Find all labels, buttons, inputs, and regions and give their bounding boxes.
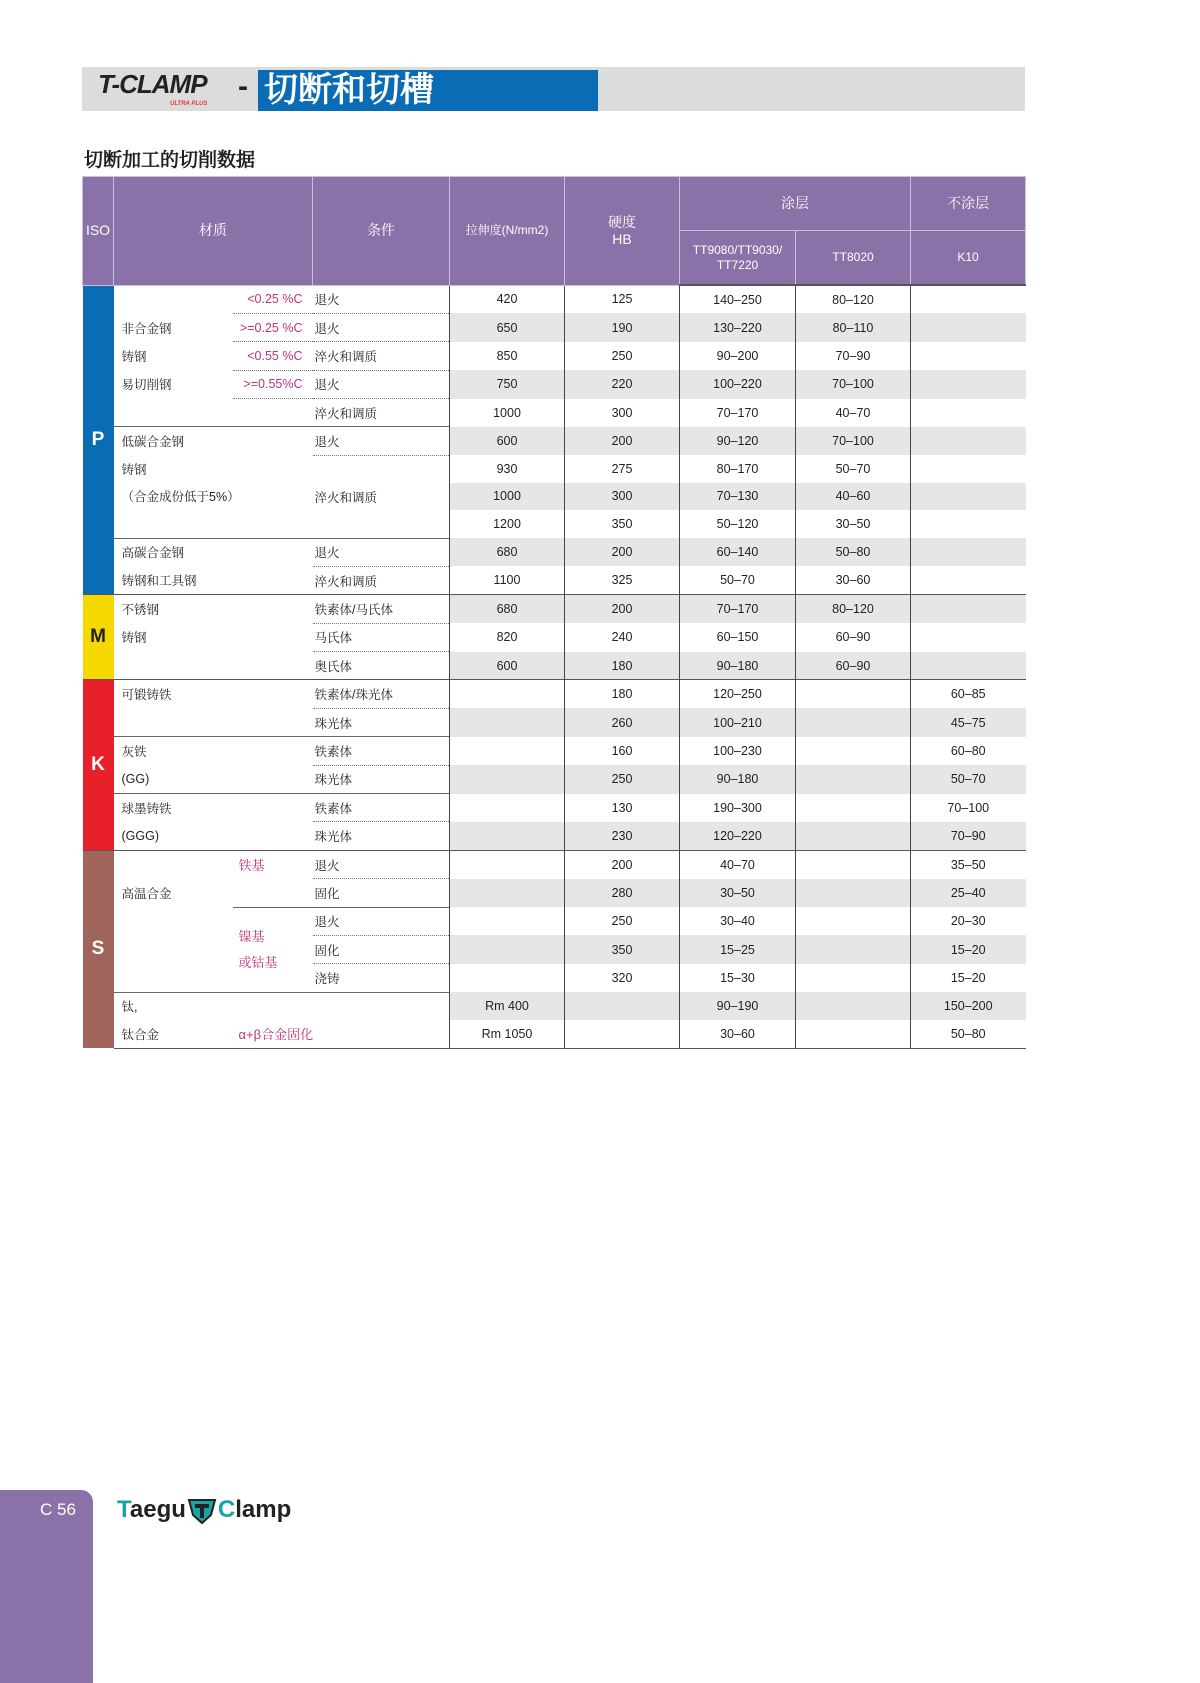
condition-cell: 退火 xyxy=(313,427,450,455)
hardness-cell: 160 xyxy=(565,737,680,765)
material-cell xyxy=(114,935,233,963)
tensile-cell: 650 xyxy=(450,313,565,341)
material-cell: 高温合金 xyxy=(121,886,172,901)
grade-k10-cell xyxy=(911,566,1026,594)
grade-tt8020-cell xyxy=(796,765,911,793)
sub-condition-cell xyxy=(233,595,313,623)
material-cell: 不锈钢 xyxy=(114,595,233,623)
grade-k10-cell: 45–75 xyxy=(911,708,1026,736)
sub-condition-cell xyxy=(233,822,313,850)
hardness-cell: 200 xyxy=(565,427,680,455)
grade-k10-cell: 70–100 xyxy=(911,794,1026,822)
sub-condition-cell xyxy=(233,652,313,680)
header-tensile: 拉伸度(N/mm2) xyxy=(450,177,565,286)
condition-cell: 马氏体 xyxy=(313,623,450,651)
sub-condition-cell xyxy=(233,455,313,482)
material-cell xyxy=(114,708,233,736)
condition-cell: 铁素体/马氏体 xyxy=(313,595,450,623)
condition-cell xyxy=(313,992,450,1020)
grade-tt8020-cell xyxy=(796,935,911,963)
hardness-cell: 125 xyxy=(565,285,680,313)
grade-k10-cell: 60–85 xyxy=(911,680,1026,708)
sub-condition-cell xyxy=(233,794,313,822)
material-cell: 可锻铸铁 xyxy=(114,680,233,708)
material-cell: 铸钢 xyxy=(121,463,147,478)
grade-tt9080-cell: 70–130 xyxy=(680,483,796,510)
grade-tt9080-cell: 40–70 xyxy=(680,850,796,878)
hardness-cell: 220 xyxy=(565,370,680,398)
grade-tt8020-cell: 30–60 xyxy=(796,566,911,594)
material-cell xyxy=(114,510,233,538)
shield-logo-icon xyxy=(187,1495,217,1525)
iso-group-p: P xyxy=(83,285,114,595)
grade-tt8020-cell: 70–90 xyxy=(796,342,911,370)
tensile-cell xyxy=(450,907,565,935)
brand-right: Clamp xyxy=(217,1496,292,1523)
grade-tt8020-cell: 40–60 xyxy=(796,483,911,510)
material-cell: 铸钢和工具钢 xyxy=(121,574,197,589)
tensile-cell xyxy=(450,765,565,793)
grade-k10-cell xyxy=(911,399,1026,427)
hardness-cell: 250 xyxy=(565,342,680,370)
logo-subtitle: ULTRA PLUS xyxy=(170,101,208,107)
header-uncoated: 不涂层 xyxy=(911,177,1026,231)
hardness-cell: 180 xyxy=(565,652,680,680)
tensile-cell: 930 xyxy=(450,455,565,482)
tensile-cell: 680 xyxy=(450,595,565,623)
hardness-cell: 230 xyxy=(565,822,680,850)
condition-cell: 铁素体/珠光体 xyxy=(313,680,450,708)
tensile-cell: 600 xyxy=(450,427,565,455)
grade-tt9080-cell: 15–30 xyxy=(680,964,796,992)
material-cell: 铸钢 xyxy=(121,349,147,364)
grade-tt8020-cell: 70–100 xyxy=(796,370,911,398)
material-cell: (GG) xyxy=(121,772,150,787)
condition-cell: 固化 xyxy=(313,879,450,907)
tensile-cell: 680 xyxy=(450,538,565,566)
condition-cell: 固化 xyxy=(313,935,450,963)
sub-condition-cell xyxy=(233,879,313,907)
grade-tt8020-cell: 40–70 xyxy=(796,399,911,427)
tensile-cell: 1000 xyxy=(450,483,565,510)
iso-group-k: K xyxy=(83,680,114,850)
sub-condition-line: 或钴基 xyxy=(238,954,278,970)
sub-condition-cell: >=0.55%C xyxy=(233,370,313,398)
grade-k10-cell xyxy=(911,538,1026,566)
grade-tt8020-cell: 80–120 xyxy=(796,285,911,313)
header-grade-tt8020: TT8020 xyxy=(796,231,911,286)
table-row xyxy=(83,708,1026,736)
material-cell: 钛, xyxy=(114,992,233,1020)
condition-cell: 淬火和调质 xyxy=(313,455,450,538)
header-banner xyxy=(82,67,1025,111)
table-row xyxy=(83,313,1026,341)
tensile-cell xyxy=(450,708,565,736)
tensile-cell: 850 xyxy=(450,342,565,370)
condition-cell: 奥氏体 xyxy=(313,652,450,680)
condition-cell: 退火 xyxy=(313,850,450,878)
tensile-cell xyxy=(450,935,565,963)
hardness-cell: 320 xyxy=(565,964,680,992)
hardness-cell: 240 xyxy=(565,623,680,651)
tensile-cell: 750 xyxy=(450,370,565,398)
condition-cell: 退火 xyxy=(313,907,450,935)
grade-tt9080-cell: 60–140 xyxy=(680,538,796,566)
taegutec-logo xyxy=(117,1495,291,1525)
material-cell: 铸钢 xyxy=(121,631,147,646)
grade-k10-cell: 35–50 xyxy=(911,850,1026,878)
material-cell xyxy=(114,652,233,680)
grade-k10-cell: 60–80 xyxy=(911,737,1026,765)
grade-tt9080-cell: 130–220 xyxy=(680,313,796,341)
table-row xyxy=(83,794,1026,822)
grade-k10-cell: 15–20 xyxy=(911,935,1026,963)
tensile-cell: 600 xyxy=(450,652,565,680)
grade-k10-cell xyxy=(911,483,1026,510)
tensile-cell xyxy=(450,964,565,992)
sub-condition-cell: >=0.25 %C xyxy=(233,313,313,341)
sub-condition-cell xyxy=(233,427,313,455)
sub-condition-cell xyxy=(233,623,313,651)
grade-tt9080-cell: 120–220 xyxy=(680,822,796,850)
grade-tt9080-cell: 140–250 xyxy=(680,285,796,313)
sub-condition-cell: 铁基 xyxy=(233,850,313,878)
tensile-cell xyxy=(450,737,565,765)
grade-k10-cell xyxy=(911,510,1026,538)
grade-k10-cell xyxy=(911,342,1026,370)
tensile-cell xyxy=(450,680,565,708)
table-row xyxy=(83,992,1026,1020)
grade-tt8020-cell: 30–50 xyxy=(796,510,911,538)
grade-tt8020-cell xyxy=(796,680,911,708)
grade-tt8020-cell xyxy=(796,850,911,878)
table-row xyxy=(83,510,1026,538)
table-row xyxy=(83,737,1026,765)
grade-k10-cell: 15–20 xyxy=(911,964,1026,992)
table-row xyxy=(83,538,1026,566)
hardness-cell: 130 xyxy=(565,794,680,822)
grade-k10-cell: 25–40 xyxy=(911,879,1026,907)
hardness-cell: 190 xyxy=(565,313,680,341)
page-title: 切断加工的切削数据 xyxy=(84,150,256,171)
material-cell xyxy=(114,850,233,878)
grade-tt9080-cell: 90–190 xyxy=(680,992,796,1020)
condition-cell: 珠光体 xyxy=(313,822,450,850)
table-row xyxy=(83,483,1026,510)
grade-tt8020-cell: 60–90 xyxy=(796,652,911,680)
header-coated: 涂层 xyxy=(680,177,911,231)
grade-k10-cell xyxy=(911,370,1026,398)
grade-tt8020-cell xyxy=(796,737,911,765)
hardness-cell: 275 xyxy=(565,455,680,482)
grade1-line1: TT9080/TT9030/ xyxy=(692,242,783,257)
hardness-cell xyxy=(565,992,680,1020)
table-row xyxy=(83,370,1026,398)
grade-tt8020-cell: 60–90 xyxy=(796,623,911,651)
material-cell xyxy=(114,907,233,935)
hardness-cell: 325 xyxy=(565,566,680,594)
material-cell: 非合金钢 xyxy=(121,321,172,336)
hardness-cell xyxy=(565,1020,680,1048)
table-row xyxy=(83,1020,1026,1048)
grade-tt9080-cell: 30–60 xyxy=(680,1020,796,1048)
brand-left: Taegu xyxy=(117,1496,186,1523)
grade-tt8020-cell xyxy=(796,964,911,992)
material-cell xyxy=(114,399,233,427)
grade-tt9080-cell: 90–200 xyxy=(680,342,796,370)
grade-tt8020-cell xyxy=(796,879,911,907)
iso-group-s: S xyxy=(83,850,114,1048)
condition-cell: 珠光体 xyxy=(313,708,450,736)
condition-cell: 浇铸 xyxy=(313,964,450,992)
grade-tt9080-cell: 80–170 xyxy=(680,455,796,482)
material-cell xyxy=(114,964,233,992)
hardness-cell: 200 xyxy=(565,850,680,878)
table-row xyxy=(83,935,1026,963)
sub-condition-cell xyxy=(233,510,313,538)
sub-condition-cell xyxy=(233,992,313,1020)
grade-k10-cell: 70–90 xyxy=(911,822,1026,850)
table-row xyxy=(83,765,1026,793)
tensile-cell: 1100 xyxy=(450,566,565,594)
tensile-cell: Rm 1050 xyxy=(450,1020,565,1048)
grade-tt8020-cell: 50–70 xyxy=(796,455,911,482)
grade-tt9080-cell: 120–250 xyxy=(680,680,796,708)
sub-condition-cell xyxy=(233,737,313,765)
section-title: 切断和切槽 xyxy=(258,70,598,111)
material-cell: (GGG) xyxy=(121,828,159,843)
grade-k10-cell xyxy=(911,595,1026,623)
table-row xyxy=(83,907,1026,935)
hardness-cell: 350 xyxy=(565,510,680,538)
grade-k10-cell xyxy=(911,313,1026,341)
material-cell: 灰铁 xyxy=(114,737,233,765)
tensile-cell: 820 xyxy=(450,623,565,651)
grade-tt8020-cell xyxy=(796,1020,911,1048)
tensile-cell xyxy=(450,822,565,850)
hardness-cell: 300 xyxy=(565,399,680,427)
grade-tt9080-cell: 70–170 xyxy=(680,595,796,623)
header-grade-tt9080 xyxy=(680,231,796,286)
grade1-line2: TT7220 xyxy=(716,257,759,272)
table-row xyxy=(83,822,1026,850)
grade-k10-cell xyxy=(911,623,1026,651)
material-cell xyxy=(114,285,233,313)
sub-condition-cell: <0.55 %C xyxy=(233,342,313,370)
condition-cell: 退火 xyxy=(313,538,450,566)
grade-k10-cell: 50–80 xyxy=(911,1020,1026,1048)
sub-condition-cell xyxy=(233,765,313,793)
sub-condition-cell xyxy=(233,907,313,992)
grade-tt8020-cell xyxy=(796,708,911,736)
grade-tt9080-cell: 60–150 xyxy=(680,623,796,651)
hardness-label: 硬度 xyxy=(608,213,636,230)
tensile-cell: 420 xyxy=(450,285,565,313)
grade-k10-cell xyxy=(911,285,1026,313)
hardness-cell: 260 xyxy=(565,708,680,736)
header-hardness xyxy=(565,177,680,286)
tensile-cell xyxy=(450,879,565,907)
page-number: C 56 xyxy=(40,1500,76,1519)
grade-tt9080-cell: 100–230 xyxy=(680,737,796,765)
table-body xyxy=(83,285,1026,1048)
material-cell: 钛合金 xyxy=(114,1020,233,1048)
grade-tt9080-cell: 90–180 xyxy=(680,765,796,793)
table-row xyxy=(83,427,1026,455)
table-row xyxy=(83,595,1026,623)
hardness-cell: 300 xyxy=(565,483,680,510)
table-row xyxy=(83,566,1026,594)
grade-tt8020-cell: 50–80 xyxy=(796,538,911,566)
grade-tt8020-cell: 80–110 xyxy=(796,313,911,341)
condition-cell: 退火 xyxy=(313,370,450,398)
condition-cell: 铁素体 xyxy=(313,794,450,822)
sub-condition-cell xyxy=(233,708,313,736)
condition-cell: 淬火和调质 xyxy=(313,399,450,427)
table-row xyxy=(83,680,1026,708)
tensile-cell: 1000 xyxy=(450,399,565,427)
condition-cell: 退火 xyxy=(313,313,450,341)
tensile-cell xyxy=(450,850,565,878)
grade-k10-cell: 50–70 xyxy=(911,765,1026,793)
table-row xyxy=(83,399,1026,427)
sub-condition-line: 镍基 xyxy=(238,928,265,944)
header-condition: 条件 xyxy=(313,177,450,286)
grade-tt9080-cell: 70–170 xyxy=(680,399,796,427)
hardness-cell: 350 xyxy=(565,935,680,963)
t-clamp-logo: T-CLAMP xyxy=(98,69,207,99)
grade-tt9080-cell: 90–120 xyxy=(680,427,796,455)
hardness-cell: 200 xyxy=(565,595,680,623)
table-row xyxy=(83,652,1026,680)
tensile-cell xyxy=(450,794,565,822)
cutting-data-table xyxy=(82,176,1026,1049)
grade-tt8020-cell xyxy=(796,992,911,1020)
grade-tt9080-cell: 100–220 xyxy=(680,370,796,398)
grade-tt9080-cell: 100–210 xyxy=(680,708,796,736)
tensile-cell: 1200 xyxy=(450,510,565,538)
hardness-cell: 250 xyxy=(565,765,680,793)
grade-tt9080-cell: 15–25 xyxy=(680,935,796,963)
grade-tt9080-cell: 50–70 xyxy=(680,566,796,594)
sub-condition-cell xyxy=(233,566,313,594)
hardness-unit: HB xyxy=(612,230,632,247)
sub-condition-cell xyxy=(233,680,313,708)
grade-k10-cell xyxy=(911,455,1026,482)
tensile-cell: Rm 400 xyxy=(450,992,565,1020)
condition-cell: 珠光体 xyxy=(313,765,450,793)
grade-tt8020-cell xyxy=(796,794,911,822)
table-row xyxy=(83,342,1026,370)
grade-tt8020-cell: 70–100 xyxy=(796,427,911,455)
table-row xyxy=(83,879,1026,907)
grade-tt8020-cell xyxy=(796,822,911,850)
material-cell: 低碳合金钢 xyxy=(114,427,233,455)
table-row xyxy=(83,850,1026,878)
sub-condition-cell: α+β合金固化 xyxy=(233,1020,450,1048)
grade-k10-cell xyxy=(911,427,1026,455)
condition-cell: 铁素体 xyxy=(313,737,450,765)
material-cell: 高碳合金钢 xyxy=(114,538,233,566)
sub-condition-cell xyxy=(233,538,313,566)
grade-tt9080-cell: 190–300 xyxy=(680,794,796,822)
sub-condition-cell xyxy=(233,399,313,427)
hardness-cell: 280 xyxy=(565,879,680,907)
hardness-cell: 180 xyxy=(565,680,680,708)
material-cell: （合金成份低于5%） xyxy=(121,490,240,505)
table-row xyxy=(83,455,1026,482)
grade-k10-cell xyxy=(911,652,1026,680)
hardness-cell: 200 xyxy=(565,538,680,566)
grade-tt9080-cell: 30–50 xyxy=(680,879,796,907)
grade-tt9080-cell: 50–120 xyxy=(680,510,796,538)
condition-cell: 淬火和调质 xyxy=(313,566,450,594)
grade-tt8020-cell xyxy=(796,907,911,935)
grade-tt9080-cell: 90–180 xyxy=(680,652,796,680)
header-iso: ISO xyxy=(83,177,114,286)
hardness-cell: 250 xyxy=(565,907,680,935)
condition-cell: 退火 xyxy=(313,285,450,313)
header-grade-k10: K10 xyxy=(911,231,1026,286)
grade-k10-cell: 20–30 xyxy=(911,907,1026,935)
table-row xyxy=(83,285,1026,313)
grade-tt9080-cell: 30–40 xyxy=(680,907,796,935)
grade-k10-cell: 150–200 xyxy=(911,992,1026,1020)
table-row xyxy=(83,623,1026,651)
sub-condition-cell: <0.25 %C xyxy=(233,285,313,313)
header-separator: - xyxy=(238,70,248,103)
grade-tt8020-cell: 80–120 xyxy=(796,595,911,623)
material-cell: 球墨铸铁 xyxy=(114,794,233,822)
iso-group-m: M xyxy=(83,595,114,680)
table-row xyxy=(83,964,1026,992)
header-material: 材质 xyxy=(114,177,313,286)
material-cell: 易切削钢 xyxy=(121,378,172,393)
condition-cell: 淬火和调质 xyxy=(313,342,450,370)
